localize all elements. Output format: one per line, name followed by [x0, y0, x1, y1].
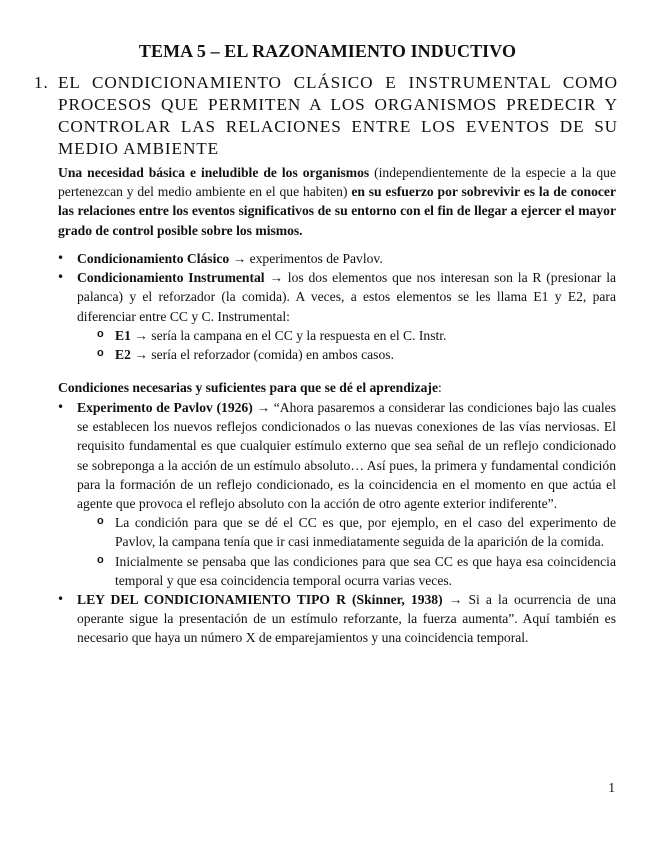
- list-item-clasico: [0, 249, 616, 268]
- arrow-icon: →: [134, 347, 148, 363]
- sublist-item-condition: o La condición para que se dé el CC es que, por ejemplo, en el caso del experimento de Pavlov, la campana tenía que ir casi inmediatamente seguida de la aparición de la comida.: [77, 513, 616, 551]
- list-item-instrumental: [0, 268, 616, 364]
- conditions-heading-colon: :: [437, 380, 442, 395]
- section-heading: [34, 72, 618, 160]
- e2-label: E2: [115, 347, 131, 363]
- intro-paragraph: [58, 163, 616, 240]
- arrow-icon: →: [134, 327, 148, 343]
- pavlov-sublist: [77, 513, 616, 590]
- e1-label: E1: [115, 327, 131, 343]
- conditions-heading-text: Condiciones necesarias y suficientes para que se dé el aprendizaje: [58, 380, 438, 395]
- instrumental-label: Condicionamiento Instrumental: [77, 270, 265, 286]
- clasico-label: Condicionamiento Clásico: [77, 251, 230, 266]
- conditions-list: [0, 398, 616, 648]
- list-item-pavlov: [0, 398, 616, 590]
- section-number: 1.: [34, 73, 49, 92]
- sublist-item-e2: [77, 345, 616, 364]
- instrumental-text: los dos elementos que nos interesan son la R (presionar la palanca) y el reforzador (la comida). A veces, a estos elementos se les llama E1 y E2, para diferenciar entre CC y C. Instrumental:: [77, 270, 617, 324]
- conditioning-types-list: [0, 249, 616, 364]
- page-number: 1: [608, 780, 615, 795]
- sublist-item-initial-belief: o Inicialmente se pensaba que las condiciones para que sea CC es que haya esa coincidencia temporal y que esa coincidencia temporal ocurra varias veces.: [77, 552, 616, 590]
- ley-text: Si a la ocurrencia de una operante sigue la presentación de un estímulo reforzante, la fuerza aumenta”. Aquí también es necesario que haya un número X de emparejamientos y una coincidencia temporal.: [77, 592, 616, 646]
- arrow-icon: →: [256, 400, 271, 415]
- pavlov-quote: “Ahora pasaremos a considerar las condiciones bajo las cuales se establecen los nuevos reflejos condicionados o las nuevas conexiones de las vías nerviosas. El requisito fundamental es que cualquier estímulo externo que sea señal de un reflejo condicionado se sobreponga a la acción de un estímulo absoluto… Así pues, la primera y fundamental condición para la formación de un reflejo condicionado, es la coincidencia en el momento en que actúa el agente que provoca el reflejo absoluto con la acción de otro agente exterior indiferente”.: [77, 400, 616, 512]
- intro-normal-text: (independientemente de la especie a la que pertenezcan y del medio ambiente en el que habiten): [58, 165, 616, 200]
- page-title: TEMA 5 – EL RAZONAMIENTO INDUCTIVO: [138, 41, 517, 61]
- intro-bold-lead: Una necesidad básica e ineludible de los organismos: [58, 165, 370, 180]
- arrow-icon: →: [269, 270, 283, 286]
- arrow-icon: →: [448, 592, 463, 608]
- section-heading-text: EL CONDICIONAMIENTO CLÁSICO E INSTRUMENTAL COMO PROCESOS QUE PERMITEN A LOS ORGANISMOS PREDECIR Y CONTROLAR LAS RELACIONES ENTRE LOS EVENTOS DE SU MEDIO AMBIENTE: [58, 73, 618, 158]
- e2-text: sería el reforzador (comida) en ambos casos.: [147, 347, 394, 363]
- pavlov-label: Experimento de Pavlov (1926): [77, 400, 253, 415]
- arrow-icon: →: [232, 251, 247, 266]
- e1-text: sería la campana en el CC y la respuesta en el C. Instr.: [147, 327, 447, 343]
- clasico-text: experimentos de Pavlov.: [246, 251, 383, 266]
- list-item-ley-tipo-r: [0, 590, 616, 648]
- conditions-heading: [58, 378, 616, 397]
- sublist-item-e1: [77, 326, 616, 345]
- intro-bold-tail: en su esfuerzo por sobrevivir es la de conocer las relaciones entre los eventos significativos de su entorno con el fin de llegar a ejercer el mayor grado de control posible sobre los mismos.: [58, 184, 616, 238]
- ley-label: LEY DEL CONDICIONAMIENTO TIPO R (Skinner, 1938): [77, 592, 443, 608]
- element-sublist: [77, 326, 616, 364]
